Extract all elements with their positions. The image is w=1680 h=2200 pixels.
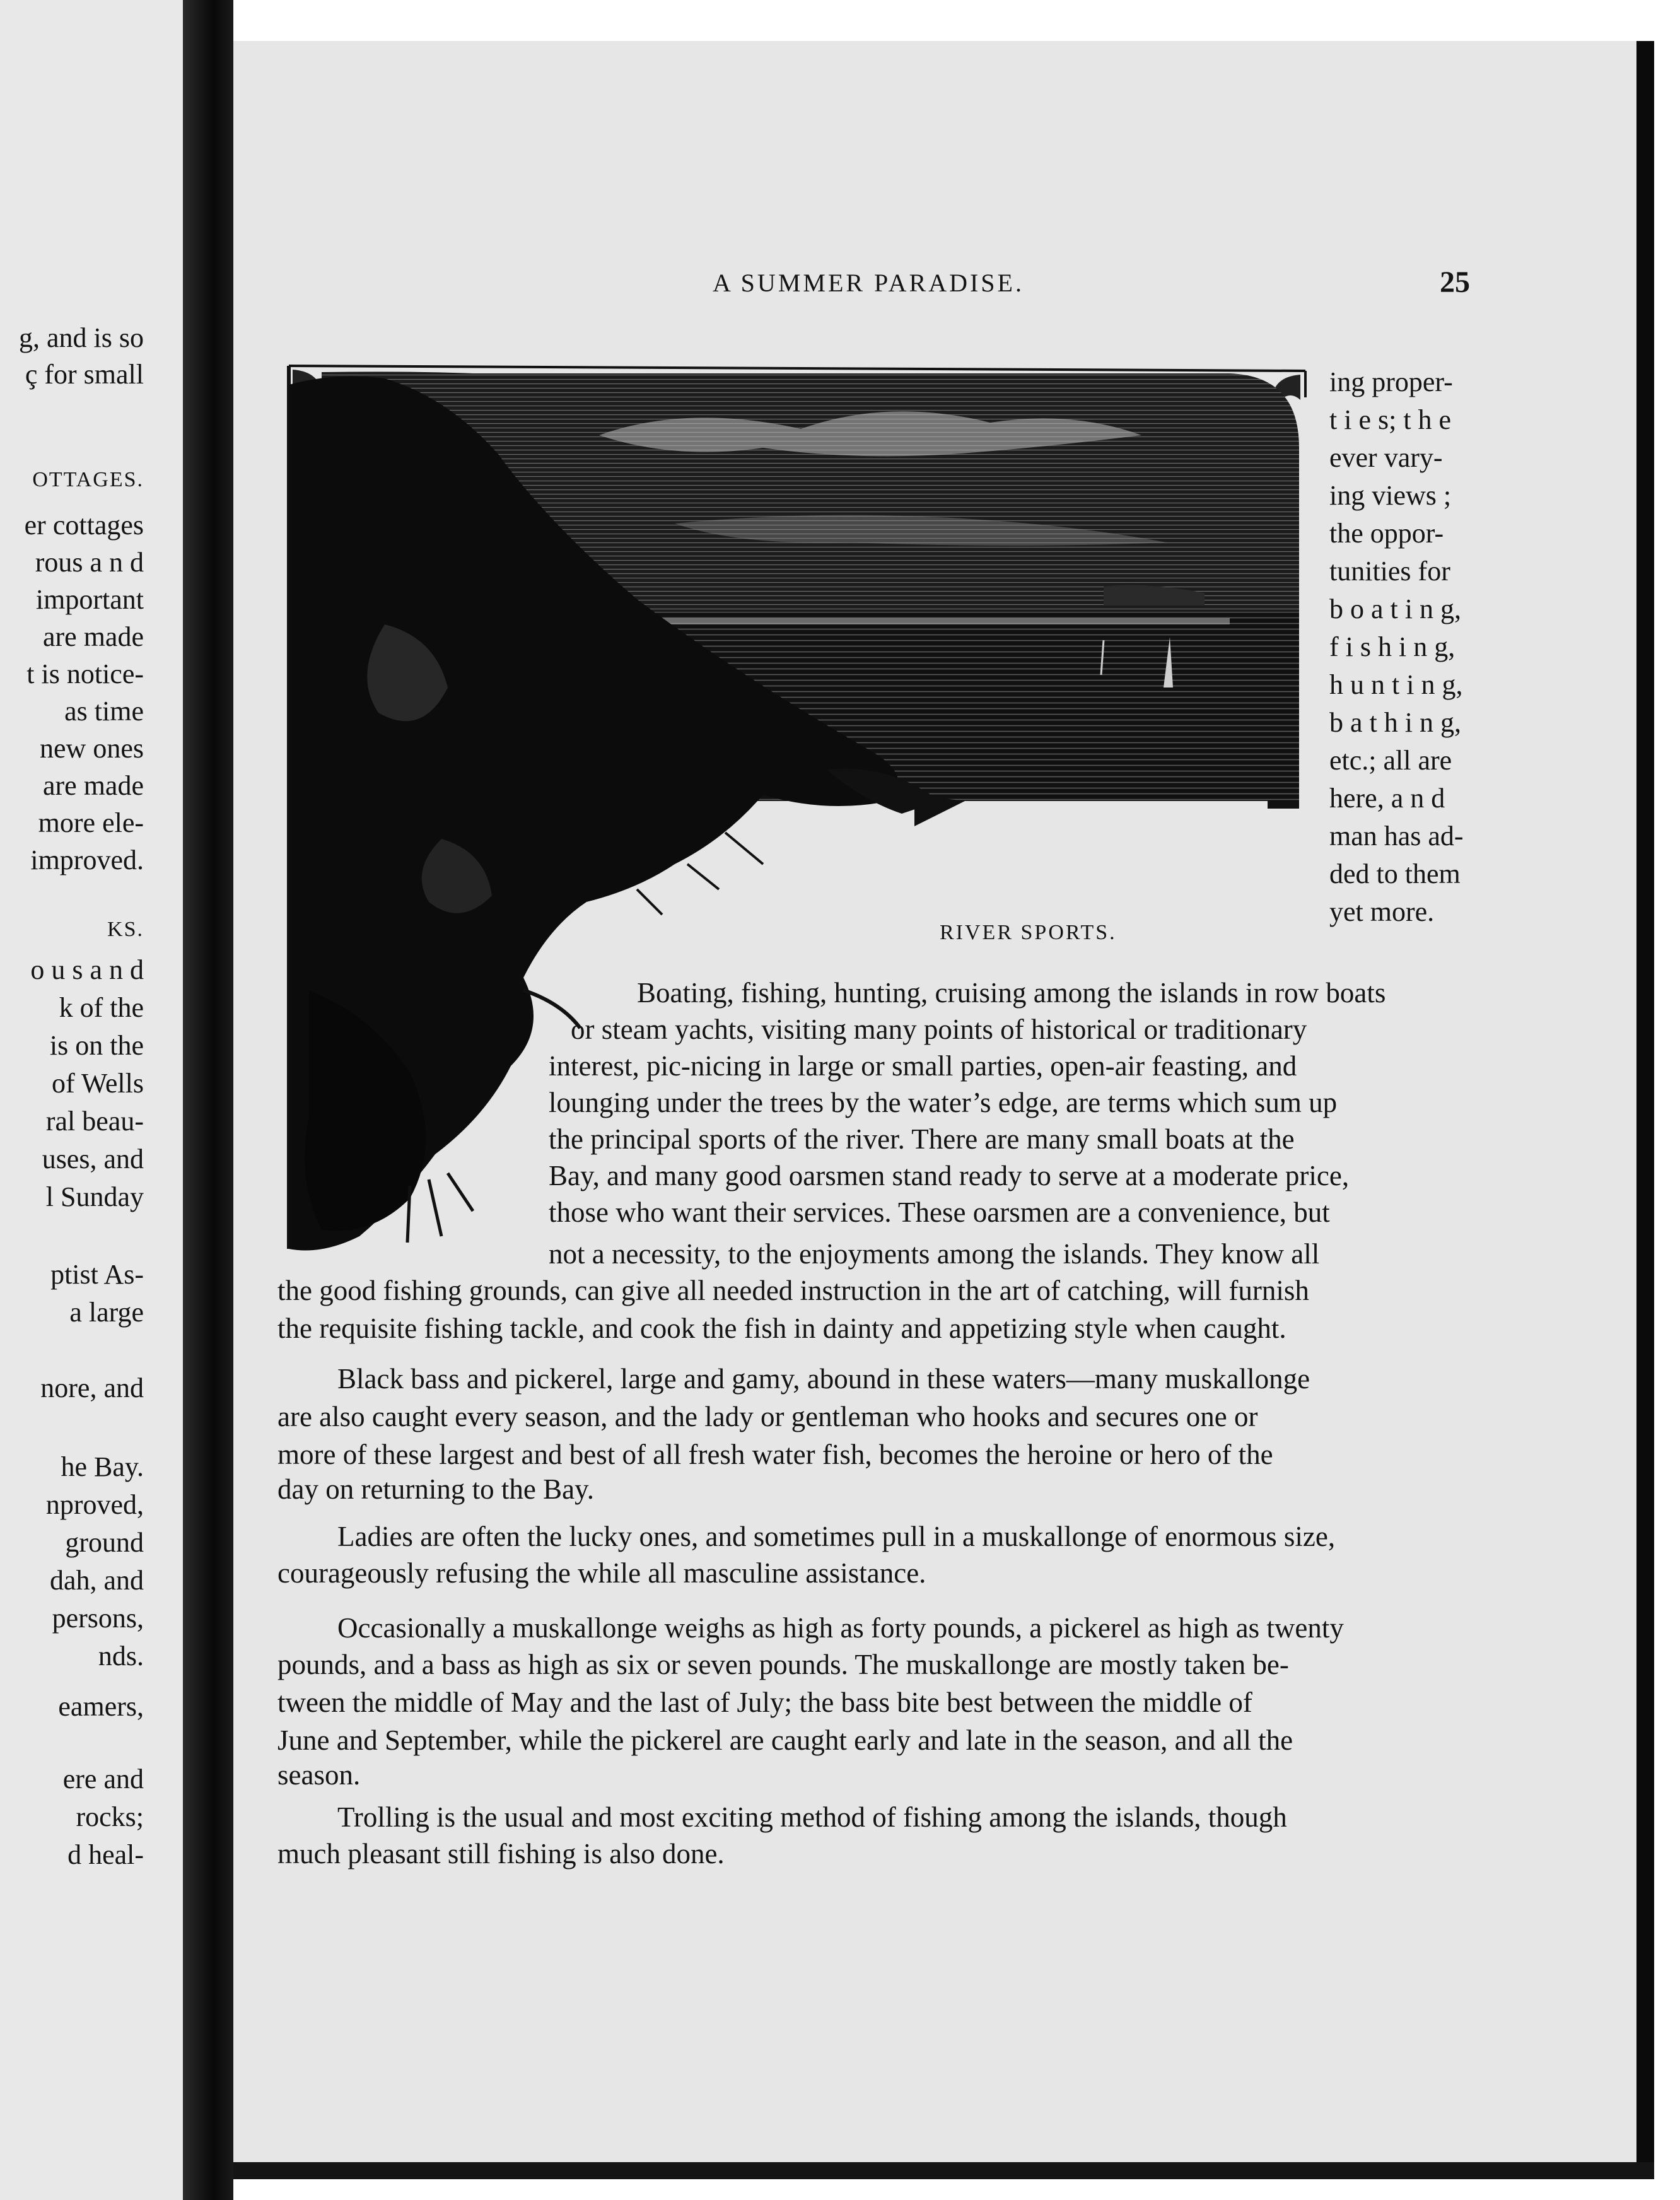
body-line: the requisite fishing tackle, and cook the fish in dainty and appetizing style when caught. bbox=[277, 1313, 1286, 1344]
body-line: those who want their services. These oarsmen are a convenience, but bbox=[549, 1197, 1330, 1228]
body-line: season. bbox=[277, 1759, 361, 1791]
side-column-line: man has ad- bbox=[1329, 821, 1464, 851]
body-line: or steam yachts, visiting many points of historical or traditionary bbox=[571, 1014, 1307, 1045]
body-line: more of these largest and best of all fresh water fish, becomes the heroine or hero of the bbox=[277, 1439, 1273, 1470]
body-line: interest, pic-nicing in large or small parties, open-air feasting, and bbox=[549, 1050, 1297, 1082]
left-line: dah, and bbox=[49, 1565, 144, 1596]
page-bottom-edge bbox=[233, 2162, 1654, 2179]
side-column-line: ever vary- bbox=[1329, 442, 1443, 473]
left-line: are made bbox=[43, 770, 144, 801]
page-edge-shadow bbox=[1636, 41, 1654, 2179]
left-line: d heal- bbox=[67, 1839, 144, 1870]
left-line: ptist As- bbox=[50, 1259, 144, 1290]
body-line: much pleasant still fishing is also done. bbox=[277, 1838, 725, 1869]
body-line: day on returning to the Bay. bbox=[277, 1473, 594, 1505]
side-column-line: here, a n d bbox=[1329, 783, 1445, 814]
left-line: ground bbox=[65, 1527, 144, 1558]
body-line: Ladies are often the lucky ones, and sometimes pull in a muskallonge of enormous size, bbox=[337, 1521, 1336, 1552]
left-line: g, and is so bbox=[19, 322, 144, 353]
left-line: t is notice- bbox=[26, 658, 144, 689]
body-line: Boating, fishing, hunting, cruising among the islands in row boats bbox=[637, 977, 1386, 1009]
side-column-line: t i e s; t h e bbox=[1329, 404, 1452, 435]
left-line: o u s a n d bbox=[30, 954, 144, 985]
left-page-fragment bbox=[0, 0, 183, 2200]
body-line: are also caught every season, and the lady or gentleman who hooks and secures one or bbox=[277, 1401, 1258, 1432]
left-line: a large bbox=[69, 1297, 144, 1328]
left-line: OTTAGES. bbox=[32, 468, 144, 491]
left-line: are made bbox=[43, 621, 144, 652]
left-line: rocks; bbox=[76, 1801, 144, 1832]
side-column-line: the oppor- bbox=[1329, 518, 1444, 549]
left-line: nproved, bbox=[45, 1489, 144, 1520]
body-line: lounging under the trees by the water’s edge, are terms which sum up bbox=[549, 1087, 1338, 1118]
page-number: 25 bbox=[1440, 266, 1470, 299]
running-head: A SUMMER PARADISE. bbox=[713, 269, 1024, 297]
left-line: l Sunday bbox=[45, 1181, 144, 1212]
illustration-caption: RIVER SPORTS. bbox=[940, 921, 1117, 944]
left-line: uses, and bbox=[42, 1144, 144, 1174]
left-line: new ones bbox=[40, 733, 144, 764]
body-line: June and September, while the pickerel are caught early and late in the season, and all the bbox=[277, 1724, 1293, 1756]
side-column-line: yet more. bbox=[1329, 896, 1435, 927]
body-line: tween the middle of May and the last of July; the bass bite best between the middle of bbox=[277, 1687, 1252, 1718]
left-line: eamers, bbox=[58, 1691, 144, 1722]
side-column-line: etc.; all are bbox=[1329, 745, 1452, 776]
left-line: rous a n d bbox=[35, 547, 144, 578]
left-line: er cottages bbox=[24, 510, 144, 541]
side-column-line: h u n t i n g, bbox=[1329, 669, 1463, 700]
side-column-line: ing views ; bbox=[1329, 480, 1452, 511]
side-column-line: b o a t i n g, bbox=[1329, 594, 1461, 624]
left-line: of Wells bbox=[52, 1068, 144, 1099]
left-line: ç for small bbox=[25, 359, 144, 390]
left-line: KS. bbox=[107, 918, 144, 941]
book-gutter bbox=[183, 0, 233, 2200]
left-line: persons, bbox=[52, 1603, 144, 1634]
left-line: nore, and bbox=[40, 1372, 144, 1403]
left-line: ere and bbox=[62, 1764, 144, 1794]
body-line: not a necessity, to the enjoyments among the islands. They know all bbox=[549, 1238, 1320, 1270]
left-line: improved. bbox=[30, 845, 144, 875]
body-line: Bay, and many good oarsmen stand ready to serve at a moderate price, bbox=[549, 1160, 1350, 1191]
left-line: k of the bbox=[59, 992, 144, 1023]
side-column-line: ded to them bbox=[1329, 858, 1461, 889]
body-line: courageously refusing the while all masculine assistance. bbox=[277, 1557, 926, 1589]
side-column-line: ing proper- bbox=[1329, 366, 1453, 397]
body-line: the principal sports of the river. There are many small boats at the bbox=[549, 1123, 1295, 1155]
body-line: the good fishing grounds, can give all needed instruction in the art of catching, will furnish bbox=[277, 1275, 1309, 1306]
left-line: as time bbox=[64, 696, 144, 727]
side-column-line: b a t h i n g, bbox=[1329, 707, 1461, 738]
side-column-line: f i s h i n g, bbox=[1329, 631, 1455, 662]
side-column-line: tunities for bbox=[1329, 556, 1450, 587]
left-line: more ele- bbox=[38, 807, 144, 838]
body-line: Black bass and pickerel, large and gamy, abound in these waters—many muskallonge bbox=[337, 1363, 1310, 1395]
left-line: important bbox=[35, 584, 144, 615]
left-line: is on the bbox=[49, 1030, 144, 1061]
body-line: Occasionally a muskallonge weighs as high as forty pounds, a pickerel as high as twenty bbox=[337, 1612, 1344, 1644]
body-line: pounds, and a bass as high as six or seven pounds. The muskallonge are mostly taken be- bbox=[277, 1649, 1289, 1680]
left-line: he Bay. bbox=[61, 1451, 144, 1482]
body-line: Trolling is the usual and most exciting method of fishing among the islands, though bbox=[337, 1801, 1287, 1833]
left-line: nds. bbox=[98, 1641, 144, 1671]
left-line: ral beau- bbox=[45, 1106, 144, 1137]
